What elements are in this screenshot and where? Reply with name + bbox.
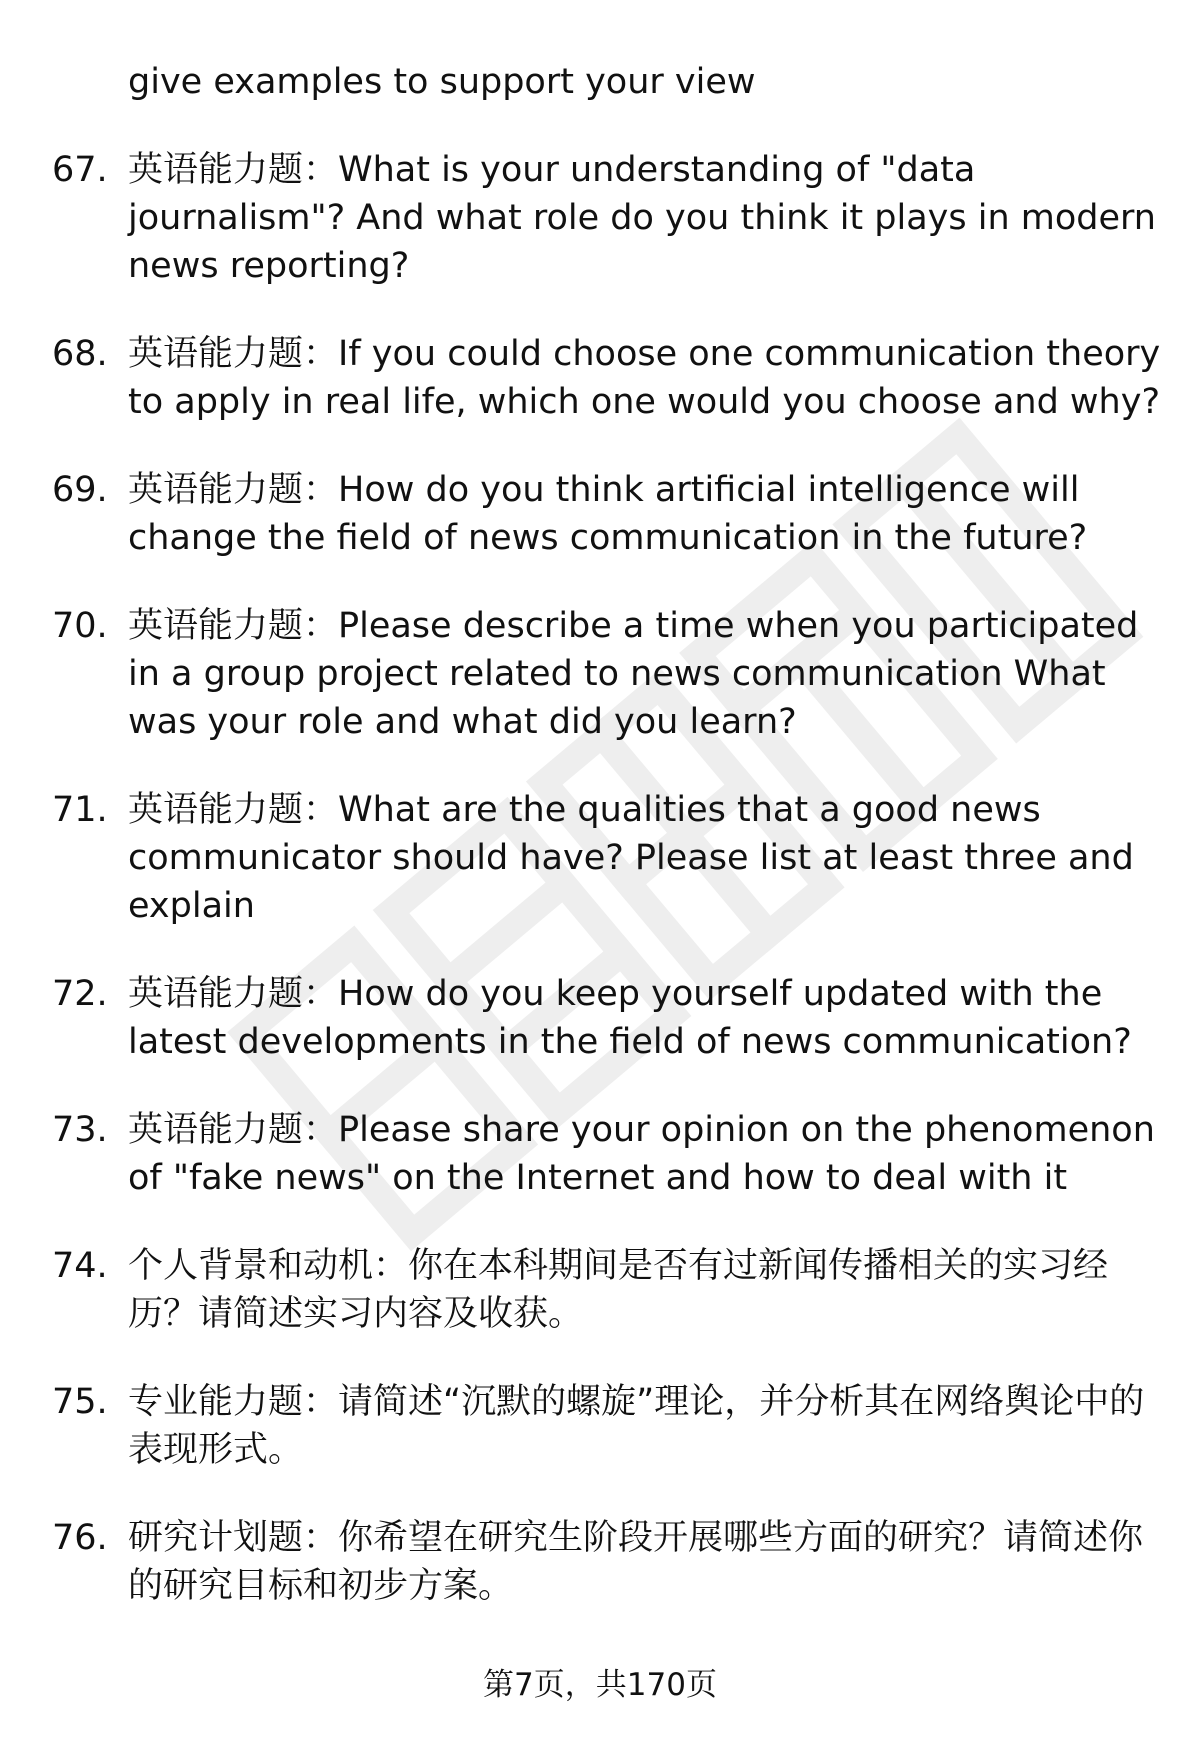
question-number: 67. xyxy=(52,150,108,190)
question-text: 英语能力题：What are the qualities that a good news communicator should have? Please list at least three and explain xyxy=(128,790,1134,926)
page-footer: 第7页，共170页 xyxy=(483,1667,717,1703)
question-number: 74. xyxy=(52,1246,108,1286)
continuation-text: give examples to support your view xyxy=(128,62,756,102)
question-item-68 xyxy=(52,330,1162,426)
question-text: 专业能力题：请简述“沉默的螺旋”理论，并分析其在网络舆论中的表现形式。 xyxy=(128,1382,1145,1470)
question-text: 英语能力题：If you could choose one communication theory to apply in real life, which one would you choose and why? xyxy=(128,334,1161,422)
question-number: 75. xyxy=(52,1382,108,1422)
question-list xyxy=(52,58,1162,1650)
question-item-71 xyxy=(52,786,1162,930)
question-number: 73. xyxy=(52,1110,108,1150)
question-text: 英语能力题：What is your understanding of "data journalism"? And what role do you think it plays in modern news reporting? xyxy=(128,150,1156,286)
question-text: 英语能力题：How do you keep yourself updated with the latest developments in the field of news communication? xyxy=(128,974,1132,1062)
question-item-72 xyxy=(52,970,1162,1066)
question-number: 72. xyxy=(52,974,108,1014)
question-item-69 xyxy=(52,466,1162,562)
question-item-75 xyxy=(52,1378,1162,1474)
question-number: 69. xyxy=(52,470,108,510)
question-text: 英语能力题：Please share your opinion on the phenomenon of "fake news" on the Internet and how to deal with it xyxy=(128,1110,1155,1198)
question-number: 68. xyxy=(52,334,108,374)
question-text: 英语能力题：Please describe a time when you participated in a group project related to news communication What was your role and what did you learn? xyxy=(128,606,1139,742)
question-number: 71. xyxy=(52,790,108,830)
question-item-76 xyxy=(52,1514,1162,1610)
question-item-70 xyxy=(52,602,1162,746)
question-text: 研究计划题：你希望在研究生阶段开展哪些方面的研究？请简述你的研究目标和初步方案。 xyxy=(128,1518,1144,1606)
question-number: 70. xyxy=(52,606,108,646)
question-number: 76. xyxy=(52,1518,108,1558)
question-text: 个人背景和动机：你在本科期间是否有过新闻传播相关的实习经历？请简述实习内容及收获。 xyxy=(128,1246,1109,1334)
question-item-74 xyxy=(52,1242,1162,1338)
question-item-73 xyxy=(52,1106,1162,1202)
question-item-67 xyxy=(52,146,1162,290)
question-text: 英语能力题：How do you think artificial intelligence will change the field of news communication in the future? xyxy=(128,470,1088,558)
